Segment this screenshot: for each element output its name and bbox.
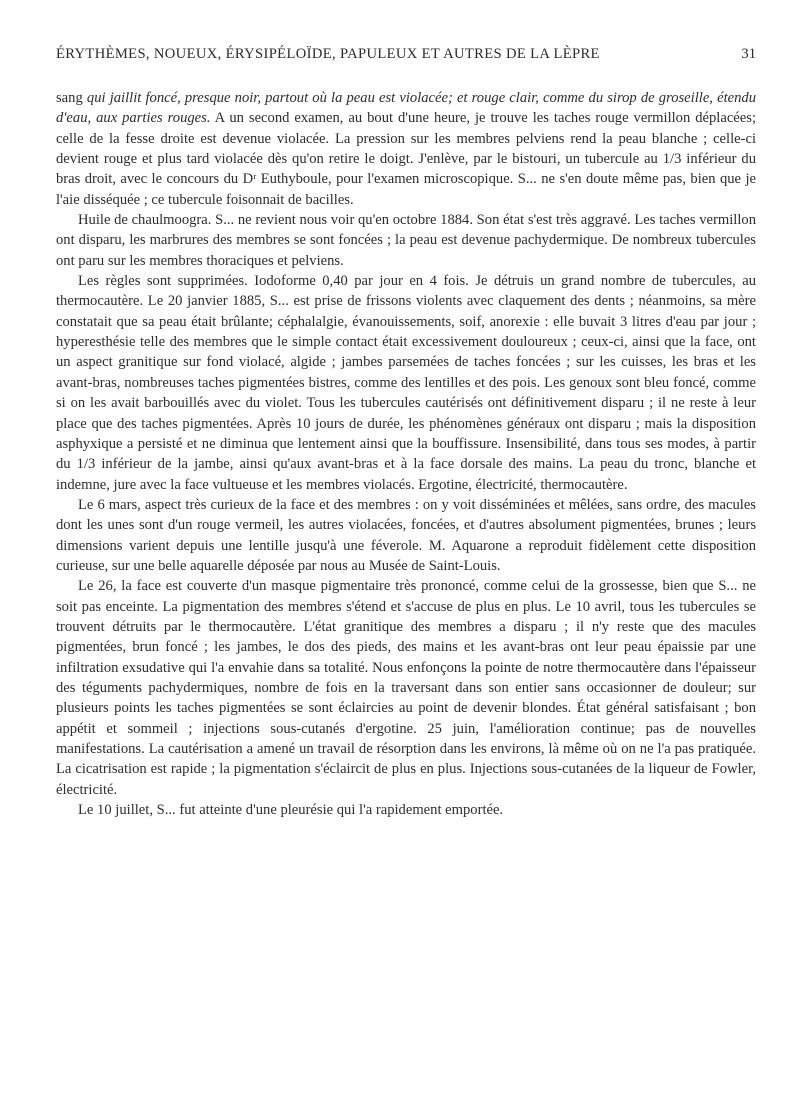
running-head	[56, 46, 756, 68]
paragraph-1-italic-quote: qui jaillit foncé, presque noir, partout où la peau est violacée; et rouge clair, comme du sirop de groseille, étendu d'eau, aux parties rouges.	[56, 90, 756, 127]
paragraph-6: Le 10 juillet, S... fut atteinte d'une pleurésie qui l'a rapidement emportée.	[78, 802, 504, 819]
running-title: ÉRYTHÈMES, NOUEUX, ÉRYSIPÉLOÏDE, PAPULEUX ET AUTRES DE LA LÈPRE	[56, 46, 600, 62]
paragraph-5: Le 26, la face est couverte d'un masque pigmentaire très prononcé, comme celui de la grossesse, bien que S... ne soit pas enceinte. La pigmentation des membres s'étend et s'accuse de plus en plus. Le 10 avril, tous les tubercules se trouvent détruits par le thermocautère. L'état granitique des membres a disparu ; il n'y reste que des macules pigmentées, brun foncé ; les jambes, le dos des pieds, des mains et les avant-bras ont leur peau épaissie par une infiltration exsudative qui l'a envahie dans sa totalité. Nous enfonçons la pointe de notre thermocautère dans l'épaisseur des téguments pachydermiques, nombre de fois en la traversant dans son entier sans occasionner de douleur; sur plusieurs points les taches pigmentées se sont éclaircies au point de devenir blondes. État général satisfaisant ; bon appétit et sommeil ; injections sous-cutanés d'ergotine. 25 juin, l'amélioration continue; pas de nouvelles manifestations. La cautérisation a amené un travail de résorption dans les environs, là même où on ne l'a pas pratiquée. La cicatrisation est rapide ; la pigmentation s'éclaircit de plus en plus. Injections sous-cutanées de la liqueur de Fowler, électricité.	[56, 578, 756, 798]
paragraph-1-start: sang	[56, 90, 87, 106]
paragraph-3: Les règles sont supprimées. Iodoforme 0,40 par jour en 4 fois. Je détruis un grand nombre de tubercules, au thermocautère. Le 20 janvier 1885, S... est prise de frissons violents avec claquement des dents ; néanmoins, sa mère constatait que sa peau était brûlante; céphalalgie, évanouissements, soif, anorexie : elle buvait 3 litres d'eau par jour ; hyperesthésie telle des membres que le simple contact était excessivement douloureux ; ceux-ci, ainsi que la face, ont un aspect granitique sur fond violacé, algide ; jambes parsemées de taches foncées ; sur les cuisses, les bras et les avant-bras, nombreuses taches pigmentées bistres, comme des lentilles et des pois. Les genoux sont bleu foncé, comme si on les avait barbouillés avec du violet. Tous les tubercules cautérisés ont définitivement disparu ; il ne reste à leur place que des taches pigmentées. Après 10 jours de durée, les phénomènes généraux ont disparu ; mais la disposition asphyxique a persisté et ne diminua que lentement ainsi que la bouffissure. Insensibilité, dans tous ses modes, à partir du 1/3 inférieur de la jambe, ainsi qu'aux avant-bras et à la face dorsale des mains. La peau du tronc, blanche et indemne, jure avec la face vultueuse et les membres violacés. Ergotine, électricité, thermocautère.	[56, 273, 756, 493]
paragraph-1-rest: A un second examen, au bout d'une heure, je trouve les taches rouge vermillon déplacées; celle de la fesse droite est devenue violacée. La pression sur les membres pelviens rend la peau blanche ; celle-ci devient rouge et plus tard violacée dès qu'on retire le doigt. J'enlève, par le bistouri, un tubercule au 1/3 inférieur du bras droit, avec le concours du Dʳ Euthyboule, pour l'examen microscopique. S... ne s'en doute même pas, bien que je l'aie disséquée ; ce tubercule foisonnait de bacilles.	[56, 110, 756, 208]
paragraph-2: Huile de chaulmoogra. S... ne revient nous voir qu'en octobre 1884. Son état s'est très aggravé. Les taches vermillon ont disparu, les marbrures des membres se sont foncées ; la peau est devenue pachydermique. De nombreux tubercules ont paru sur les membres thoraciques et pelviens.	[56, 212, 756, 269]
body-text	[56, 88, 756, 820]
paragraph-4: Le 6 mars, aspect très curieux de la face et des membres : on y voit disséminées et mêlées, sans ordre, des macules dont les unes sont d'un rouge vermeil, les autres violacées, foncées, et d'autres absolument pigmentées, brunes ; leurs dimensions varient depuis une lentille jusqu'à une féverole. M. Aquarone a reproduit fidèlement cette disposition curieuse, sur une belle aquarelle déposée par nous au Musée de Saint-Louis.	[56, 496, 756, 574]
page-number: 31	[741, 46, 756, 62]
paragraph-1	[56, 88, 756, 210]
